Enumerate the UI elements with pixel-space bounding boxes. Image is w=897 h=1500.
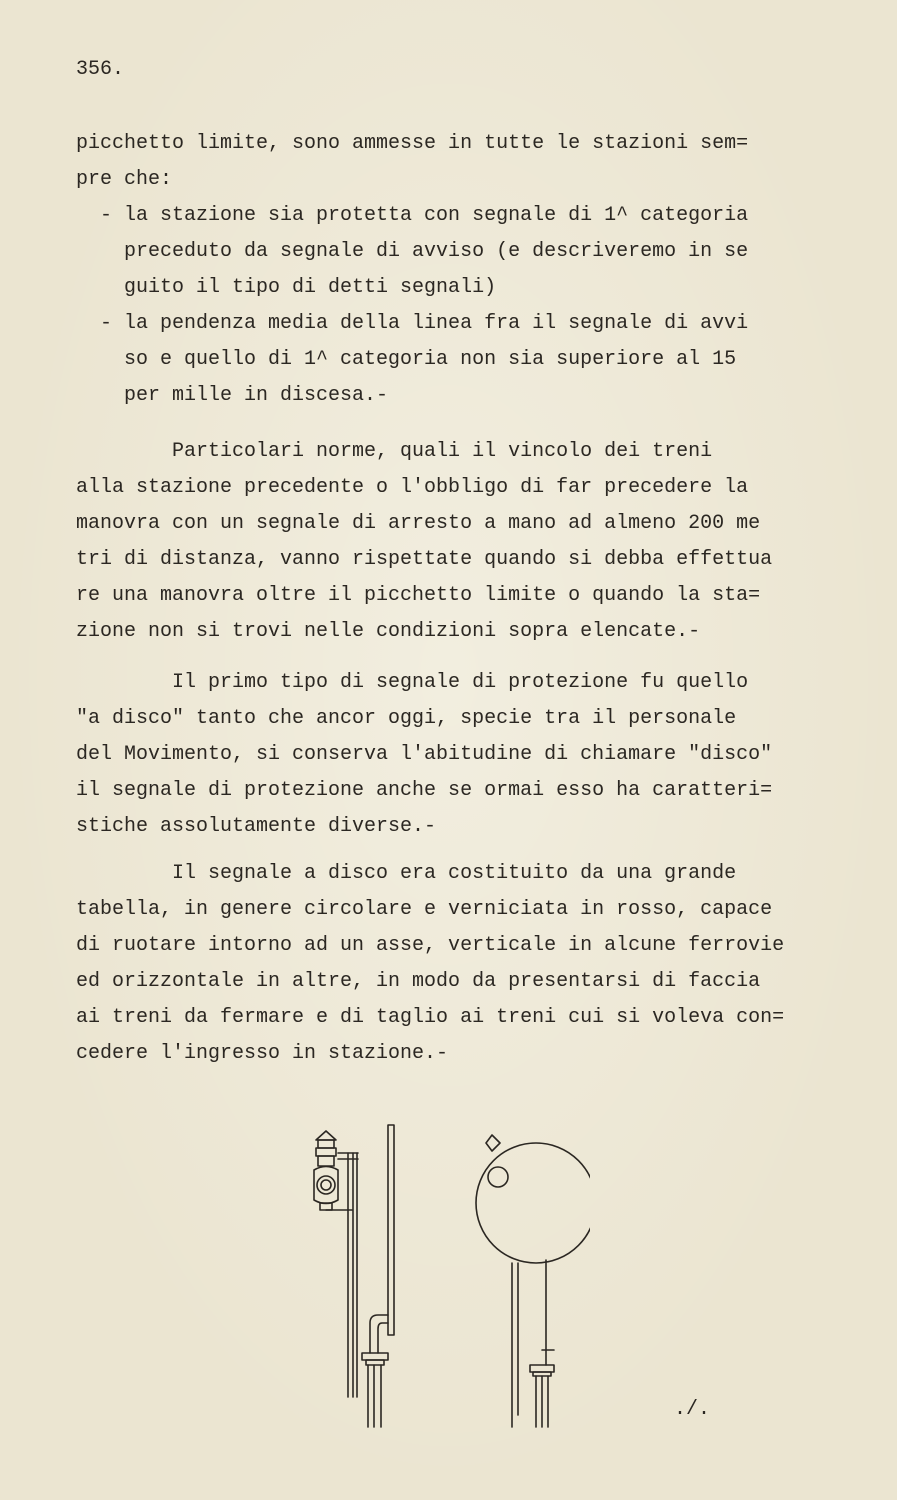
text-line: zione non si trovi nelle condizioni sopra elencate.- [76, 620, 701, 643]
signal-lamp-side-view [314, 1131, 358, 1210]
text-line: preceduto da segnale di avviso (e descriveremo in se [76, 240, 749, 263]
text-line: picchetto limite, sono ammesse in tutte le stazioni sem= [76, 132, 749, 155]
text-line: re una manovra oltre il picchetto limite o quando la sta= [76, 584, 761, 607]
paragraph-4 [76, 856, 836, 1072]
text-line: cedere l'ingresso in stazione.- [76, 1042, 449, 1065]
signal-pole-side-view [348, 1153, 357, 1397]
paragraph-3 [76, 665, 836, 845]
text-line: manovra con un segnale di arresto a mano ad almeno 200 me [76, 512, 761, 535]
paragraph-1 [76, 126, 836, 414]
text-line: stiche assolutamente diverse.- [76, 815, 437, 838]
text-line: guito il tipo di detti segnali) [76, 276, 497, 299]
text-line: il segnale di protezione anche se ormai esso ha caratteri= [76, 779, 773, 802]
text-line: "a disco" tanto che ancor oggi, specie tra il personale [76, 707, 737, 730]
text-line: pre che: [76, 168, 173, 191]
text-line: - la stazione sia protetta con segnale di 1^ categoria [76, 204, 749, 227]
text-line: - la pendenza media della linea fra il segnale di avvi [76, 312, 749, 335]
text-line: Il primo tipo di segnale di protezione fu quello [76, 671, 749, 694]
text-line: Particolari norme, quali il vincolo dei treni [76, 440, 713, 463]
text-line: Il segnale a disco era costituito da una grande [76, 862, 737, 885]
text-line: ed orizzontale in altre, in modo da presentarsi di faccia [76, 970, 761, 993]
text-line: del Movimento, si conserva l'abitudine di chiamare "disco" [76, 743, 773, 766]
text-line: di ruotare intorno ad un asse, verticale in alcune ferrovie [76, 934, 785, 957]
text-line: so e quello di 1^ categoria non sia superiore al 15 [76, 348, 737, 371]
text-line: tabella, in genere circolare e verniciata in rosso, capace [76, 898, 773, 921]
paragraph-2 [76, 434, 836, 650]
text-line: tri di distanza, vanno rispettate quando si debba effettua [76, 548, 773, 571]
text-line: ai treni da fermare e di taglio ai treni cui si voleva con= [76, 1006, 785, 1029]
disc-edge-side-view [362, 1125, 394, 1427]
disc-signal-drawing [290, 1115, 590, 1435]
continuation-mark: ./. [674, 1398, 711, 1421]
page-number: 356. [76, 58, 125, 81]
text-line: per mille in discesa.- [76, 384, 389, 407]
text-line: alla stazione precedente o l'obbligo di far precedere la [76, 476, 749, 499]
disc-front-view [476, 1135, 590, 1427]
